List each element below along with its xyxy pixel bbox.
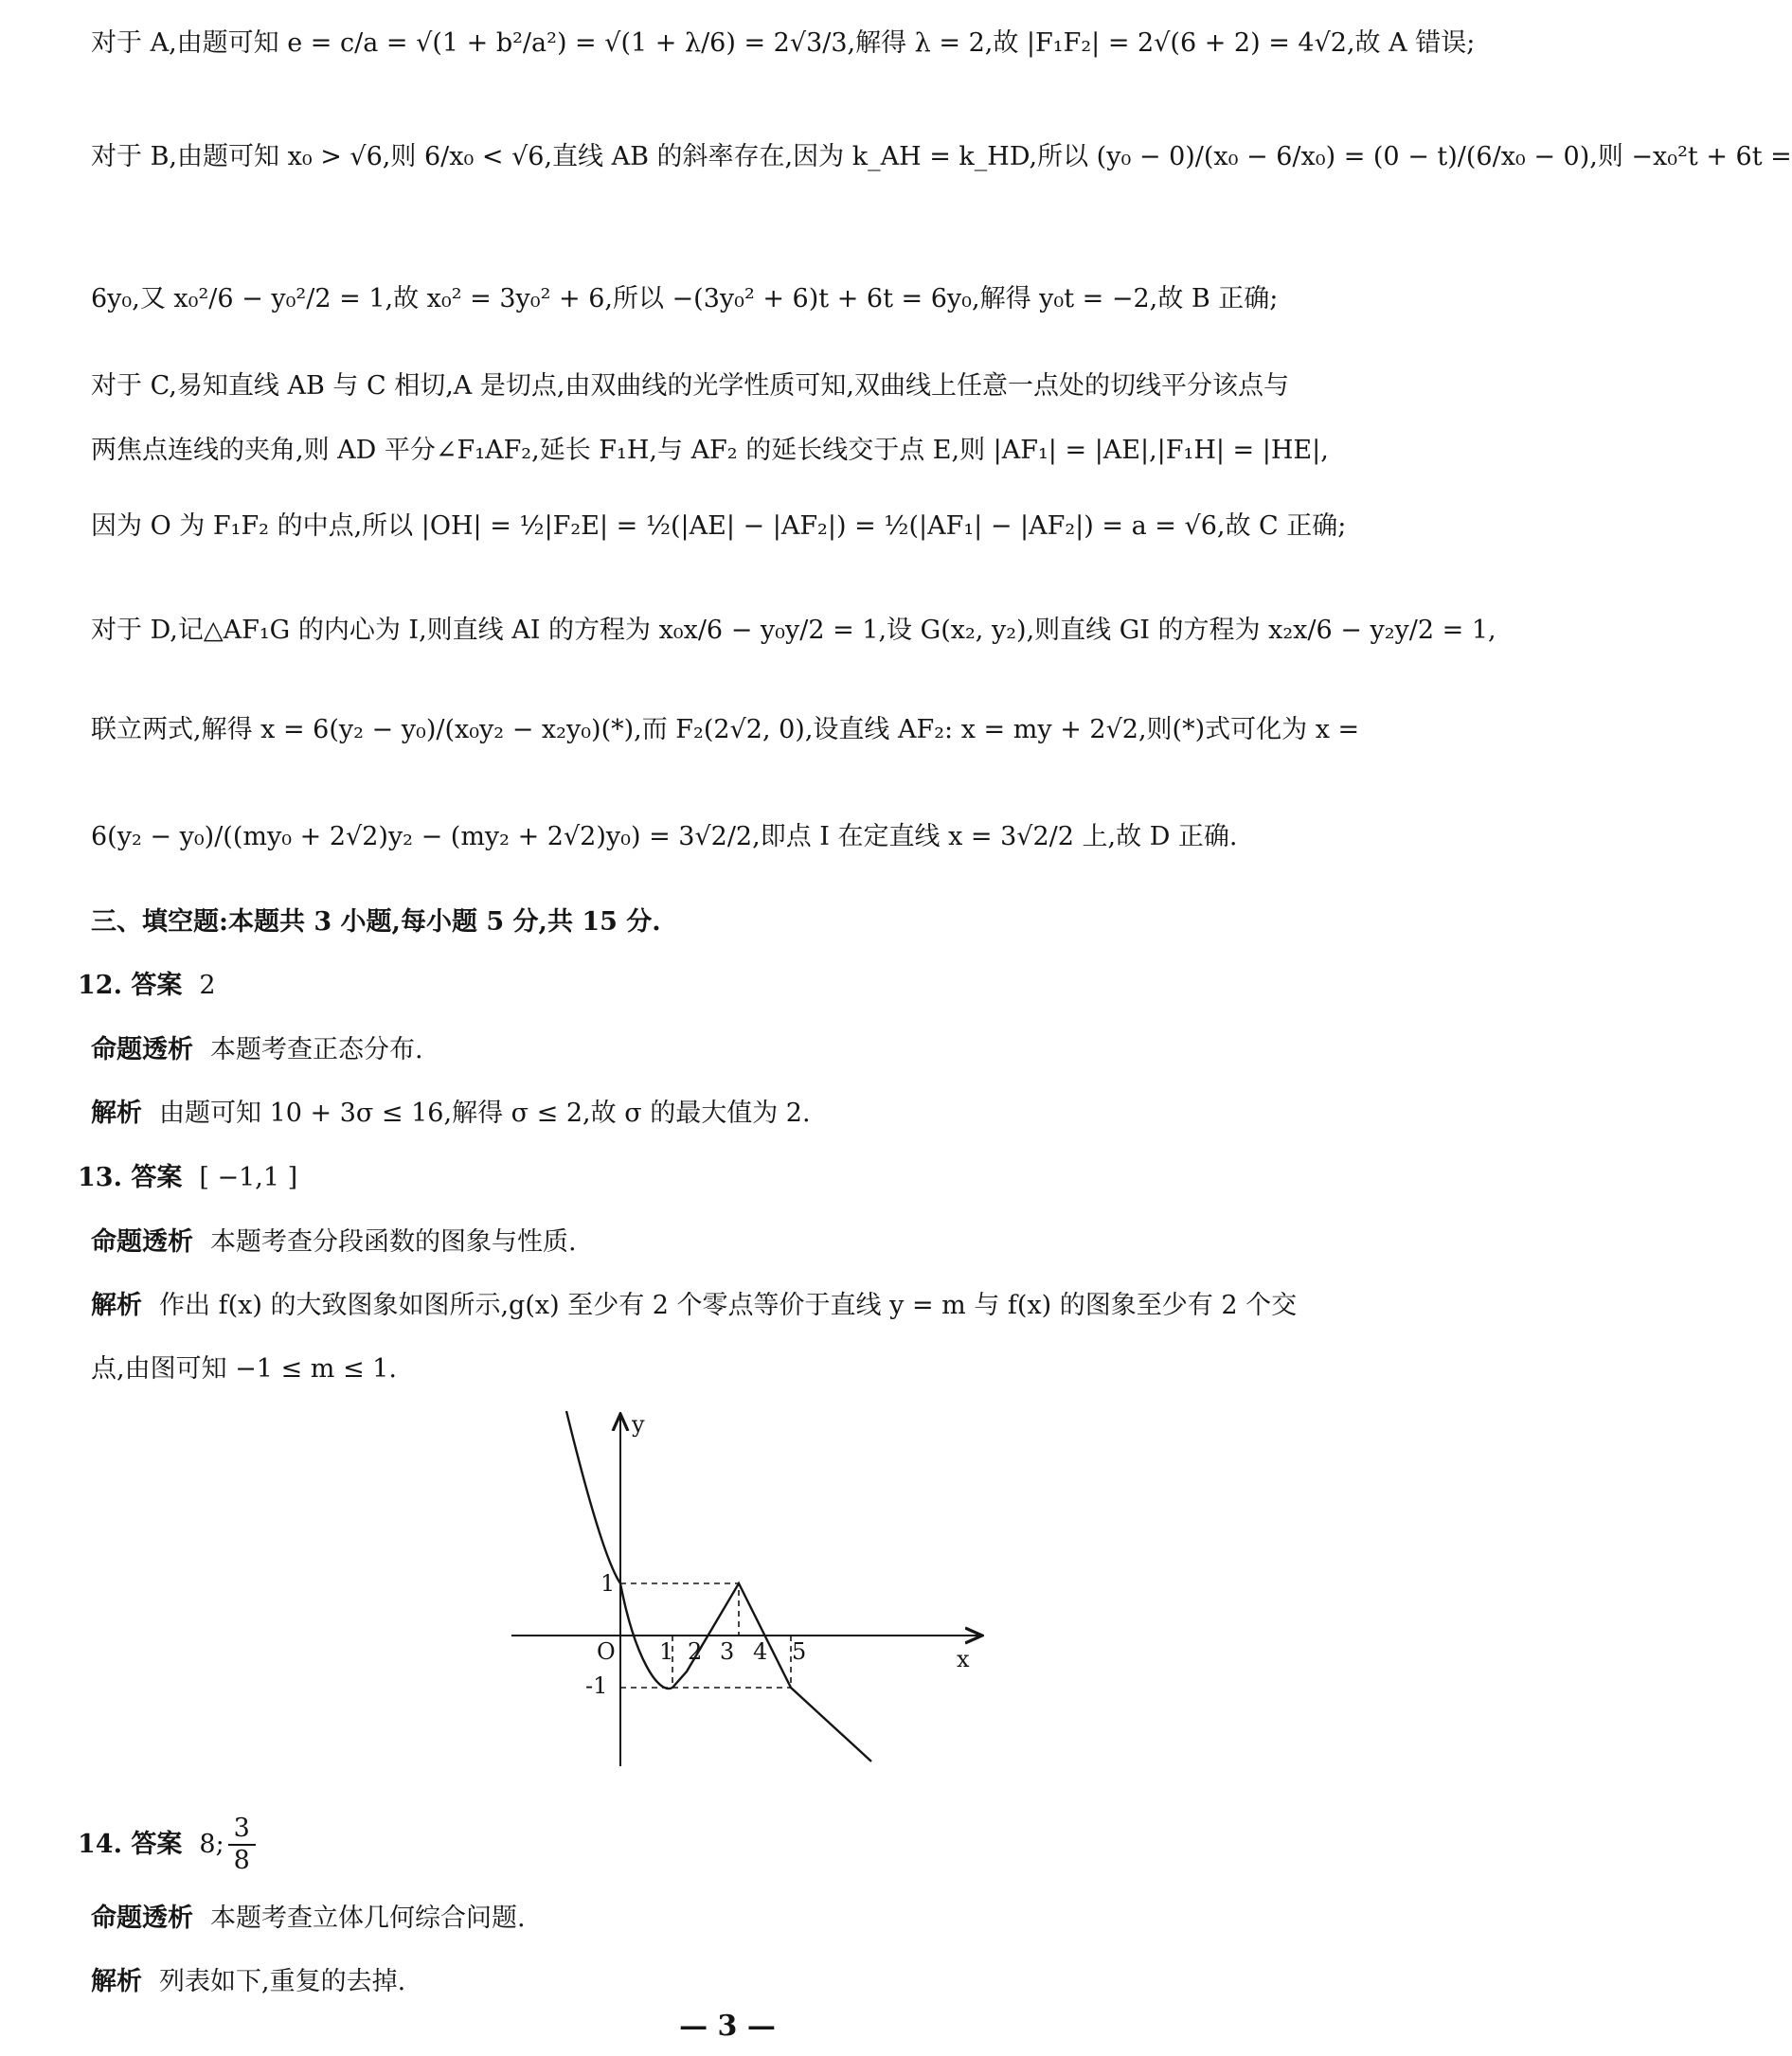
- q14-analysis-label: 解析: [91, 1967, 142, 1996]
- y-axis-label: y: [632, 1411, 645, 1438]
- q14-intent: 本题考查立体几何综合问题.: [210, 1904, 526, 1933]
- q12-intent-label: 命题透析: [91, 1035, 193, 1064]
- option-d-solution-line-1: 对于 D,记△AF₁G 的内心为 I,则直线 AI 的方程为 x₀x/6 − y₀y/2 = 1,设 G(x₂, y₂),则直线 GI 的方程为 x₂x/6 − y₂y/2 = 1,: [91, 616, 1496, 645]
- section-title: 三、填空题:本题共 3 小题,每小题 5 分,共 15 分.: [91, 907, 661, 937]
- q12-analysis-label: 解析: [91, 1099, 142, 1128]
- q13-label: 13. 答案: [78, 1163, 183, 1192]
- option-d-solution-line-2: 联立两式,解得 x = 6(y₂ − y₀)/(x₀y₂ − x₂y₀)(*),而 F₂(2√2, 0),设直线 AF₂: x = my + 2√2,则(*)式可化为 x =: [91, 715, 1360, 744]
- option-c-solution-line-2: 两焦点连线的夹角,则 AD 平分∠F₁AF₂,延长 F₁H,与 AF₂ 的延长线交于点 E,则 |AF₁| = |AE|,|F₁H| = |HE|,: [91, 436, 1329, 465]
- x-tick-2: 2: [688, 1638, 703, 1665]
- q14-fraction-denominator: 8: [233, 1846, 250, 1876]
- q14-analysis: 列表如下,重复的去掉.: [159, 1967, 406, 1996]
- q13-intent: 本题考查分段函数的图象与性质.: [210, 1227, 577, 1257]
- q14-analysis-row: [91, 1967, 405, 1997]
- q12-intent: 本题考查正态分布.: [210, 1035, 423, 1064]
- q12-analysis: 由题可知 10 + 3σ ≤ 16,解得 σ ≤ 2,故 σ 的最大值为 2.: [159, 1099, 811, 1128]
- option-c-solution-line-3: 因为 O 为 F₁F₂ 的中点,所以 |OH| = ½|F₂E| = ½(|AE| − |AF₂|) = ½(|AF₁| − |AF₂|) = a = √6,故 C 正确;: [91, 511, 1347, 541]
- function-curve-right: [672, 1583, 871, 1761]
- q14-label: 14. 答案: [78, 1829, 183, 1859]
- q12-answer: 2: [199, 971, 216, 1000]
- option-c-solution-line-1: 对于 C,易知直线 AB 与 C 相切,A 是切点,由双曲线的光学性质可知,双曲线上任意一点处的切线平分该点与: [91, 371, 1290, 401]
- q14-answer-int: 8: [199, 1829, 216, 1859]
- q12-intent-row: [91, 1035, 423, 1065]
- q14-intent-row: [91, 1904, 526, 1934]
- function-graph: [502, 1411, 985, 1771]
- option-b-solution-line-2: 6y₀,又 x₀²/6 − y₀²/2 = 1,故 x₀² = 3y₀² + 6,所以 −(3y₀² + 6)t + 6t = 6y₀,解得 y₀t = −2,故 B 正确;: [91, 284, 1279, 313]
- x-tick-1: 1: [659, 1638, 674, 1665]
- q12-label: 12. 答案: [78, 971, 183, 1000]
- x-tick-5: 5: [792, 1638, 807, 1665]
- option-a-solution: 对于 A,由题可知 e = c/a = √(1 + b²/a²) = √(1 + λ/6) = 2√3/3,解得 λ = 2,故 |F₁F₂| = 2√(6 + 2) = 4√2,故 A 错误;: [91, 28, 1476, 58]
- q14-answer-row: [78, 1815, 260, 1875]
- dashed-guide-y1: [620, 1583, 739, 1636]
- q13-answer-row: [78, 1163, 297, 1193]
- q13-analysis-line-2: 点,由图可知 −1 ≤ m ≤ 1.: [91, 1354, 397, 1384]
- q12-answer-row: [78, 971, 216, 1001]
- x-axis-label: x: [957, 1646, 970, 1672]
- x-tick-3: 3: [720, 1638, 735, 1665]
- q13-analysis-line-1: 作出 f(x) 的大致图象如图所示,g(x) 至少有 2 个零点等价于直线 y = m 与 f(x) 的图象至少有 2 个交: [159, 1291, 1298, 1320]
- q14-answer-sep: ;: [215, 1829, 224, 1859]
- q13-intent-label: 命题透析: [91, 1227, 193, 1257]
- option-b-solution-line-1: 对于 B,由题可知 x₀ > √6,则 6/x₀ < √6,直线 AB 的斜率存在,因为 k_AH = k_HD,所以 (y₀ − 0)/(x₀ − 6/x₀) = (0 − t)/(6/x₀ − 0),则 −x₀²t + 6t =: [91, 142, 1792, 171]
- q14-fraction-numerator: 3: [228, 1815, 256, 1846]
- q13-answer: [ −1,1 ]: [199, 1163, 298, 1192]
- q14-intent-label: 命题透析: [91, 1904, 193, 1933]
- x-tick-4: 4: [753, 1638, 768, 1665]
- origin-label: O: [597, 1638, 616, 1665]
- q12-analysis-row: [91, 1099, 811, 1129]
- y-tick-minus-1: -1: [585, 1672, 608, 1699]
- page-number: — 3 —: [679, 2010, 776, 2043]
- option-d-solution-line-3: 6(y₂ − y₀)/((my₀ + 2√2)y₂ − (my₂ + 2√2)y₀) = 3√2/2,即点 I 在定直线 x = 3√2/2 上,故 D 正确.: [91, 822, 1238, 851]
- q14-answer-fraction: [228, 1815, 256, 1875]
- q13-analysis-label: 解析: [91, 1291, 142, 1320]
- q13-analysis-row: [91, 1291, 1297, 1321]
- y-tick-1: 1: [600, 1570, 616, 1597]
- q13-intent-row: [91, 1227, 577, 1258]
